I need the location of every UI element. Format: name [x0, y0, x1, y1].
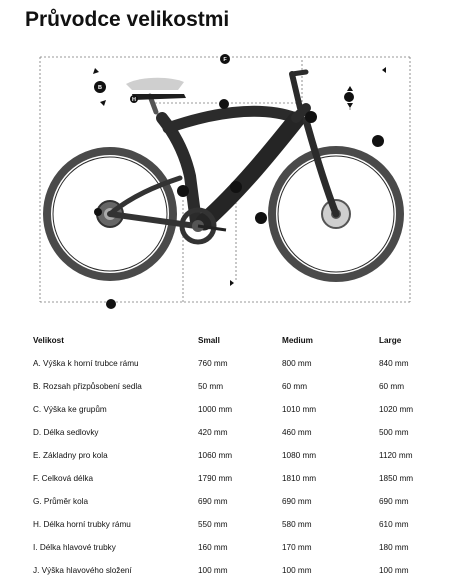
cell-large: 1120 mm [379, 451, 413, 460]
cell-small: 420 mm [198, 428, 228, 437]
row-label: D. Délka sedlovky [33, 428, 99, 437]
row-label: I. Délka hlavové trubky [33, 543, 116, 552]
cell-large: 500 mm [379, 428, 409, 437]
cell-medium: 1080 mm [282, 451, 317, 460]
cell-medium: 60 mm [282, 382, 308, 391]
cell-small: 1790 mm [198, 474, 233, 483]
cell-large: 180 mm [379, 543, 409, 552]
cell-large: 610 mm [379, 520, 409, 529]
cell-small: 1000 mm [198, 405, 233, 414]
cell-medium: 460 mm [282, 428, 312, 437]
row-label: F. Celková délka [33, 474, 94, 483]
table-row [33, 467, 453, 490]
row-label: B. Rozsah přizpůsobení sedla [33, 382, 142, 391]
cell-medium: 1810 mm [282, 474, 317, 483]
marker-label-h: H [132, 97, 136, 103]
cell-large: 1850 mm [379, 474, 414, 483]
row-label: H. Délka horní trubky rámu [33, 520, 131, 529]
table-row [33, 536, 453, 559]
cell-large: 1020 mm [379, 405, 414, 414]
cell-small: 100 mm [198, 566, 228, 575]
cell-small: 50 mm [198, 382, 224, 391]
cell-small: 550 mm [198, 520, 228, 529]
row-label: J. Výška hlavového složení [33, 566, 132, 575]
table-row [33, 398, 453, 421]
table-header-row [33, 328, 453, 352]
cell-large: 100 mm [379, 566, 409, 575]
header-size: Velikost [33, 335, 64, 345]
cell-medium: 690 mm [282, 497, 312, 506]
cell-medium: 1010 mm [282, 405, 317, 414]
page-title: Průvodce velikostmi [25, 8, 230, 31]
row-label: C. Výška ke grupům [33, 405, 107, 414]
table-row [33, 559, 453, 582]
cell-small: 760 mm [198, 359, 228, 368]
row-label: E. Základny pro kola [33, 451, 108, 460]
row-label: A. Výška k horní trubce rámu [33, 359, 139, 368]
header-small: Small [198, 335, 220, 345]
cell-large: 840 mm [379, 359, 409, 368]
table-row [33, 444, 453, 467]
cell-large: 690 mm [379, 497, 409, 506]
table-row [33, 513, 453, 536]
size-table [33, 328, 453, 582]
marker-label-f: F [223, 57, 227, 63]
cell-small: 1060 mm [198, 451, 233, 460]
table-row [33, 490, 453, 513]
row-label: G. Průměr kola [33, 497, 89, 506]
cell-large: 60 mm [379, 382, 405, 391]
cell-small: 690 mm [198, 497, 228, 506]
header-medium: Medium [282, 335, 313, 345]
marker-label-b: B [98, 85, 102, 91]
cell-medium: 170 mm [282, 543, 312, 552]
bike-geometry-diagram [0, 40, 454, 322]
table-row [33, 421, 453, 444]
cell-medium: 100 mm [282, 566, 312, 575]
table-row [33, 375, 453, 398]
table-row [33, 352, 453, 375]
cell-small: 160 mm [198, 543, 228, 552]
cell-medium: 800 mm [282, 359, 312, 368]
cell-medium: 580 mm [282, 520, 312, 529]
header-large: Large [379, 335, 402, 345]
